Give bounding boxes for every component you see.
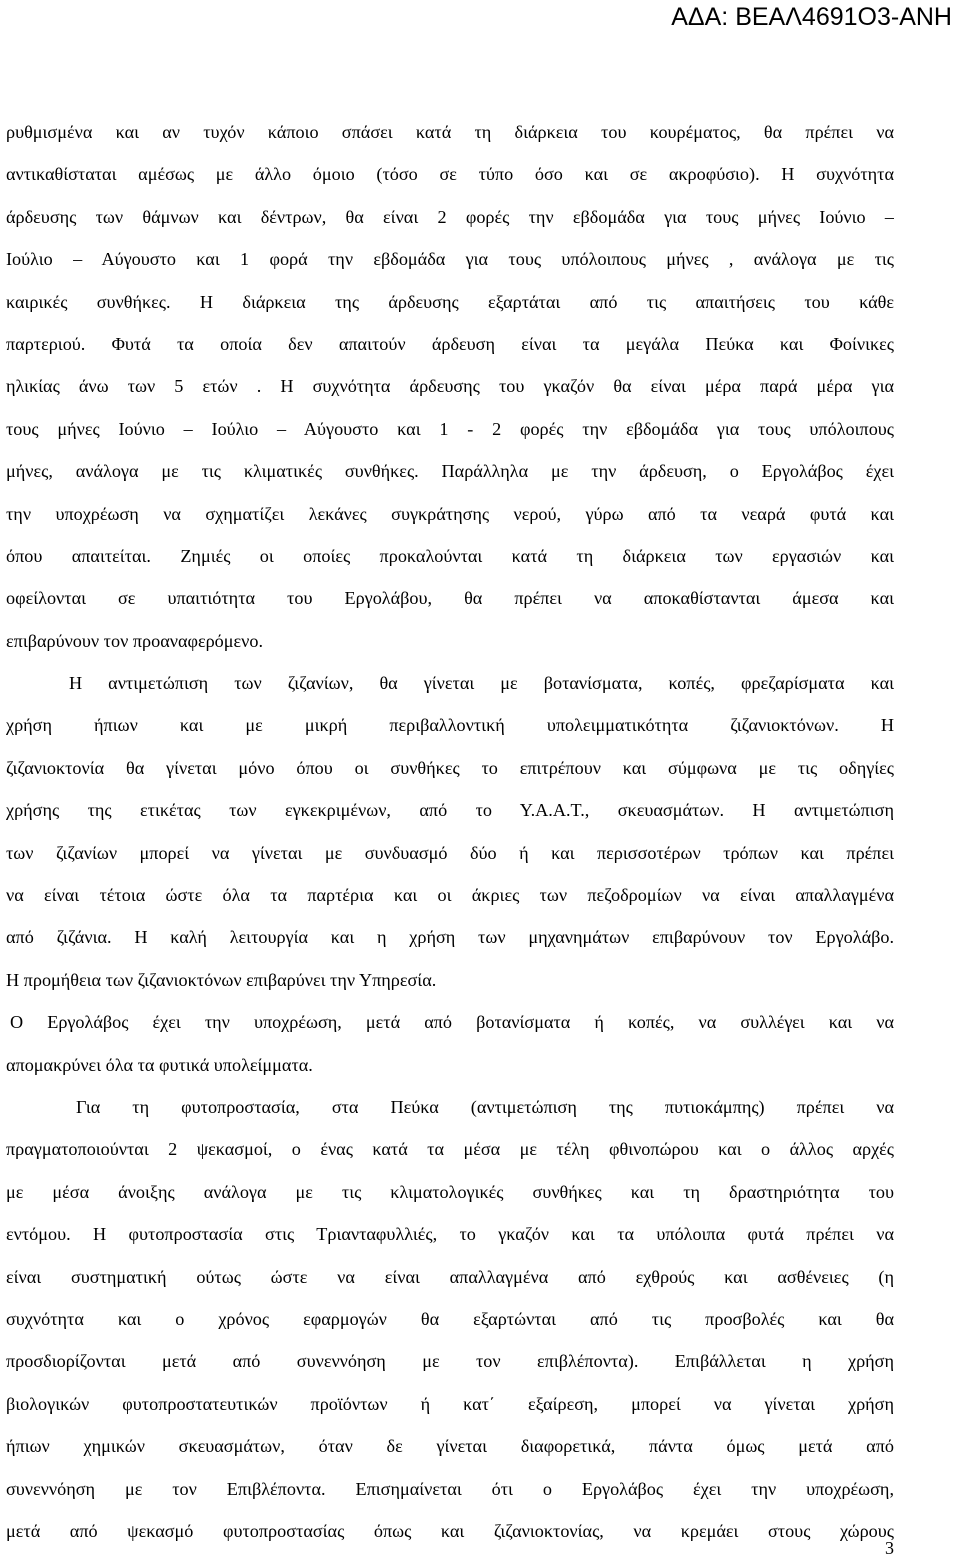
text-line: εντόμου. Η φυτοπροστασία στις Τριανταφυλλιές, το γκαζόν και τα υπόλοιπα φυτά πρέπει να — [6, 1224, 894, 1245]
text-line: είναι συστηματική ούτως ώστε να είναι απαλλαγμένα από εχθρούς και ασθένειες (η — [6, 1266, 894, 1287]
text-line: χρήση ήπιων και με μικρή περιβαλλοντική υπολειμματικότητα ζιζανιοκτόνων. Η — [6, 715, 894, 736]
text-line: χρήσης της ετικέτας των εγκεκριμένων, από το Υ.Α.Α.Τ., σκευασμάτων. Η αντιμετώπιση — [6, 800, 894, 821]
document-body — [6, 111, 894, 1552]
text-line: συνεννόηση με τον Επιβλέποντα. Επισημαίνεται ότι ο Εργολάβος έχει την υποχρέωση, — [6, 1478, 894, 1499]
text-line: επιβαρύνουν τον προαναφερόμενο. — [6, 630, 264, 651]
text-line: πραγματοποιούνται 2 ψεκασμοί, ο ένας κατά τα μέσα με τέλη φθινοπώρου και ο άλλος αρχές — [6, 1139, 894, 1160]
text-line: τους μήνες Ιούνιο – Ιούλιο – Αύγουστο και 1 - 2 φορές την εβδομάδα για τους υπόλοιπους — [6, 418, 894, 439]
ada-header: ΑΔΑ: ΒΕΑΛ4691Ο3-ΑΝΗ — [671, 3, 952, 31]
text-line: Ιούλιο – Αύγουστο και 1 φορά την εβδομάδα για τους υπόλοιπους μήνες , ανάλογα με τις — [6, 249, 894, 270]
page-number: 3 — [885, 1538, 894, 1558]
text-line: Ο Εργολάβος έχει την υποχρέωση, μετά από βοτανίσματα ή κοπές, να συλλέγει και να — [10, 1012, 894, 1033]
text-line: Η προμήθεια των ζιζανιοκτόνων επιβαρύνει την Υπηρεσία. — [6, 969, 437, 990]
text-line: οφείλονται σε υπαιτιότητα του Εργολάβου, θα πρέπει να αποκαθίστανται άμεσα και — [6, 588, 894, 609]
text-line: προσδιορίζονται μετά από συνεννόηση με τον επιβλέποντα). Επιβάλλεται η χρήση — [6, 1351, 894, 1372]
text-line: μετά από ψεκασμό φυτοπροστασίας όπως και ζιζανιοκτονίας, να κρεμάει στους χώρους — [6, 1520, 894, 1541]
text-line: ήπιων χημικών σκευασμάτων, όταν δε γίνεται διαφορετικά, πάντα όμως μετά από — [6, 1436, 894, 1457]
text-line: όπου απαιτείται. Ζημιές οι οποίες προκαλούνται κατά τη διάρκεια των εργασιών και — [6, 545, 894, 566]
text-line: την υποχρέωση να σχηματίζει λεκάνες συγκράτησης νερού, γύρω από τα νεαρά φυτά και — [6, 503, 894, 524]
text-line: συχνότητα και ο χρόνος εφαρμογών θα εξαρτώνται από τις προσβολές και θα — [6, 1308, 894, 1329]
text-line: να είναι τέτοια ώστε όλα τα παρτέρια και οι άκριες των πεζοδρομίων να είναι απαλλαγμένα — [6, 885, 894, 906]
text-line: απομακρύνει όλα τα φυτικά υπολείμματα. — [6, 1054, 313, 1075]
text-line: αντικαθίσταται αμέσως με άλλο όμοιο (τόσο σε τύπο όσο και σε ακροφύσιο). Η συχνότητα — [6, 164, 894, 185]
text-line: ηλικίας άνω των 5 ετών . Η συχνότητα άρδευσης του γκαζόν θα είναι μέρα παρά μέρα για — [6, 376, 894, 397]
text-line: Για τη φυτοπροστασία, στα Πεύκα (αντιμετώπιση της πυτιοκάμπης) πρέπει να — [76, 1096, 894, 1117]
text-line: Η αντιμετώπιση των ζιζανίων, θα γίνεται με βοτανίσματα, κοπές, φρεζαρίσματα και — [69, 673, 894, 694]
text-line: παρτεριού. Φυτά τα οποία δεν απαιτούν άρδευση είναι τα μεγάλα Πεύκα και Φοίνικες — [6, 333, 894, 354]
text-line: με μέσα άνοιξης ανάλογα με τις κλιματολογικές συνθήκες και τη δραστηριότητα του — [6, 1181, 894, 1202]
text-line: ζιζανιοκτονία θα γίνεται μόνο όπου οι συνθήκες το επιτρέπουν και σύμφωνα με τις οδηγίες — [6, 757, 894, 778]
text-line: των ζιζανίων μπορεί να γίνεται με συνδυασμό δύο ή και περισσοτέρων τρόπων και πρέπει — [6, 842, 894, 863]
text-line: ρυθμισμένα και αν τυχόν κάποιο σπάσει κατά τη διάρκεια του κουρέματος, θα πρέπει να — [6, 122, 894, 142]
text-line: καιρικές συνθήκες. Η διάρκεια της άρδευσης εξαρτάται από τις απαιτήσεις του κάθε — [6, 291, 894, 312]
text-line: από ζιζάνια. Η καλή λειτουργία και η χρήση των μηχανημάτων επιβαρύνουν τον Εργολάβο. — [6, 927, 894, 948]
text-line: άρδευσης των θάμνων και δέντρων, θα είναι 2 φορές την εβδομάδα για τους μήνες Ιούνιο – — [6, 206, 894, 227]
text-line: μήνες, ανάλογα με τις κλιματικές συνθήκες. Παράλληλα με την άρδευση, ο Εργολάβος έχει — [6, 461, 894, 482]
text-line: βιολογικών φυτοπροστατευτικών προϊόντων ή κατ΄ εξαίρεση, μπορεί να γίνεται χρήση — [6, 1393, 894, 1414]
